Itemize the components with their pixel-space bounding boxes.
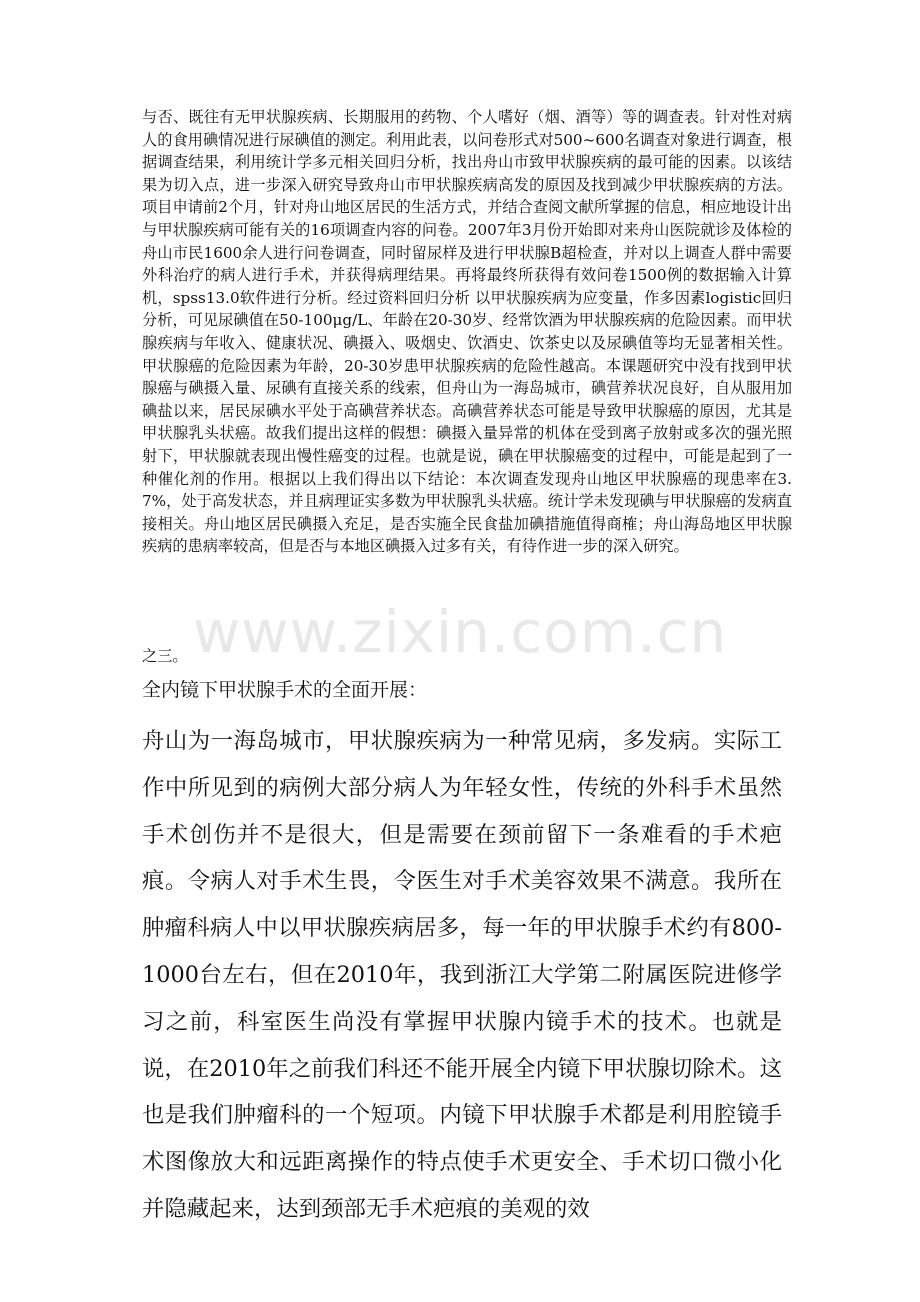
survey-method-paragraph: 与否、既往有无甲状腺疾病、长期服用的药物、个人嗜好（烟、酒等）等的调查表。针对性对病人的食用碘情况进行尿碘值的测定。利用此表，以问卷形式对500~600名调查对象进行调查，根据调查结果，利用统计学多元相关回归分析，找出舟山市致甲状腺疾病的最可能的因素。以该结果为切入点，进一步深入研究导致舟山市甲状腺疾病高发的原因及找到减少甲状腺疾病的方法。项目申请前2个月，针对舟山地区居民的生活方式，并结合查阅文献所掌握的信息，相应地设计出与甲状腺疾病可能有关的16项调查内容的问卷。2007年3月份开始即对来舟山医院就诊及体检的舟山市民1600余人进行问卷调查，同时留尿样及进行甲状腺B超检查，并对以上调查人群中需要外科治疗的病人进行手术，并获得病理结果。再将最终所获得有效问卷1500例的数据输入计算机，spss13.0软件进行分析。经过资料回归分析 以甲状腺疾病为应变量，作多因素logistic回归分析，可见尿碘值在50-100μg/L、年龄在20-30岁、经常饮酒为甲状腺疾病的危险因素。而甲状腺疾病与年收入、健康状况、碘摄入、吸烟史、饮酒史、饮茶史以及尿碘值等均无显著相关性。甲状腺癌的危险因素为年龄，20-30岁患甲状腺疾病的危险性越高。本课题研究中没有找到甲状腺癌与碘摄入量、尿碘有直接关系的线索，但舟山为一海岛城市，碘营养状况良好，自从服用加碘盐以来，居民尿碘水平处于高碘营养状态。高碘营养状态可能是导致甲状腺癌的原因，尤其是甲状腺乳头状癌。故我们提出这样的假想：碘摄入量异常的机体在受到离子放射或多次的强光照射下，甲状腺就表现出慢性癌变的过程。也就是说，碘在甲状腺癌变的过程中，可能是起到了一种催化剂的作用。根据以上我们得出以下结论：本次调查发现舟山地区甲状腺癌的现患率在3.7%，处于高发状态，并且病理证实多数为甲状腺乳头状癌。统计学未发现碘与甲状腺癌的发病直接相关。舟山地区居民碘摄入充足，是否实施全民食盐加碘措施值得商榷；舟山海岛地区甲状腺疾病的患病率较高，但是否与本地区碘摄入过多有关，有待作进一步的深入研究。: [142, 108, 792, 556]
watermark-text: www.zixin.com.cn: [192, 598, 728, 666]
endoscopic-surgery-paragraph: 舟山为一海岛城市，甲状腺疾病为一种常见病，多发病。实际工作中所见到的病例大部分病人为年轻女性，传统的外科手术虽然手术创伤并不是很大，但是需要在颈前留下一条难看的手术疤痕。令病人对手术生畏，令医生对手术美容效果不满意。我所在肿瘤科病人中以甲状腺疾病居多，每一年的甲状腺手术约有800-1000台左右，但在2010年，我到浙江大学第二附属医院进修学习之前，科室医生尚没有掌握甲状腺内镜手术的技术。也就是说，在2010年之前我们科还不能开展全内镜下甲状腺切除术。这也是我们肿瘤科的一个短项。内镜下甲状腺手术都是利用腔镜手术图像放大和远距离操作的特点使手术更安全、手术切口微小化并隐藏起来，达到颈部无手术疤痕的美观的效: [142, 728, 782, 1222]
section-heading: 全内镜下甲状腺手术的全面开展：: [142, 679, 428, 701]
section-marker: 之三。: [142, 647, 188, 665]
